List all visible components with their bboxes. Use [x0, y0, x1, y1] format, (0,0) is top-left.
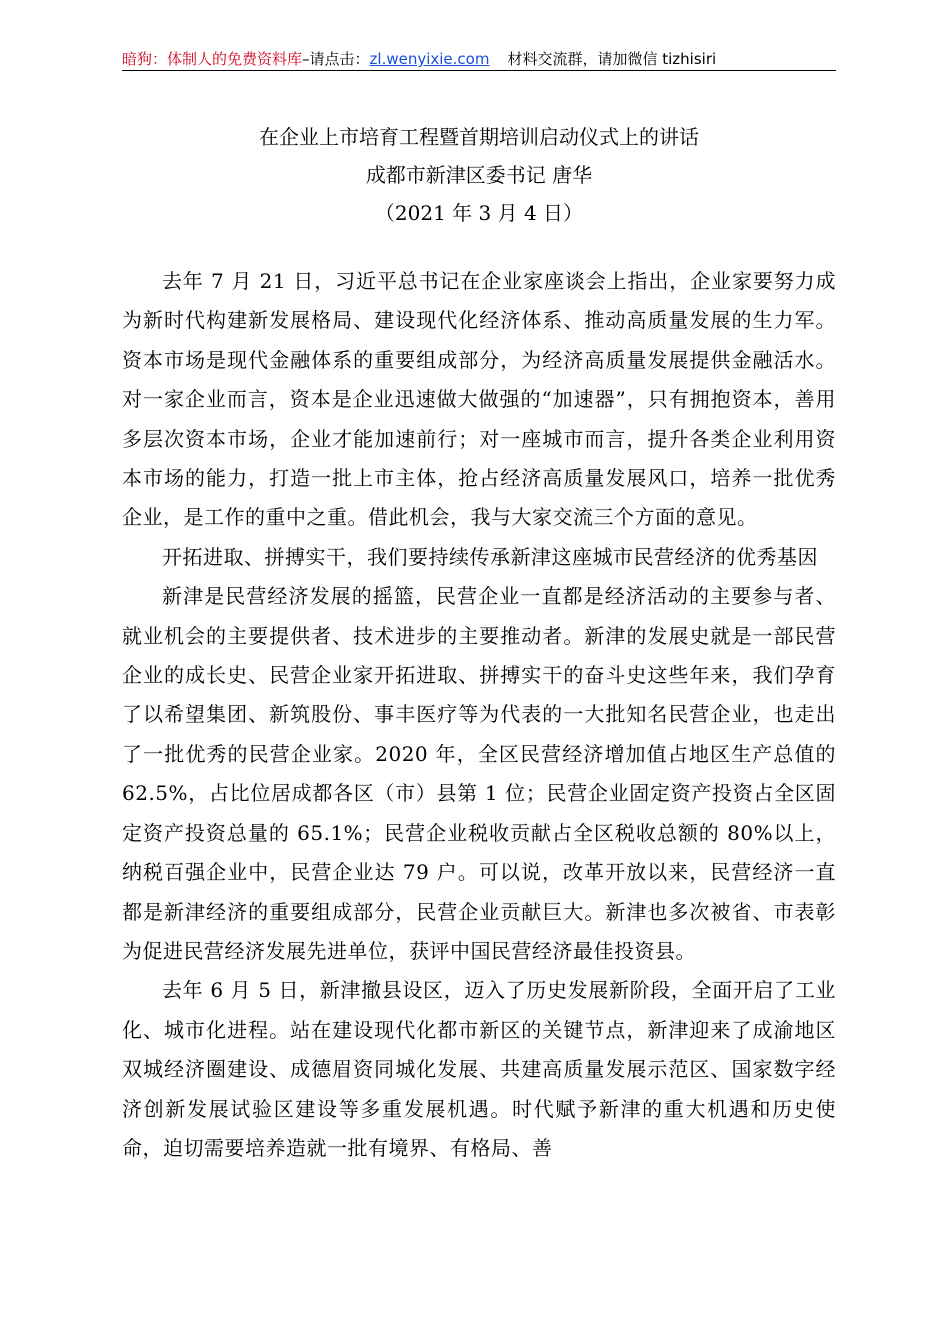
document-heading [122, 118, 836, 232]
header-divider [122, 70, 836, 71]
paragraph: 新津是民营经济发展的摇篮，民营企业一直都是经济活动的主要参与者、就业机会的主要提供者、技术进步的主要推动者。新津的发展史就是一部民营企业的成长史、民营企业家开拓进取、拼搏实干的奋斗史这些年来，我们孕育了以希望集团、新筑股份、事丰医疗等为代表的一大批知名民营企业，也走出了一批优秀的民营企业家。2020 年，全区民营经济增加值占地区生产总值的 62.5%，占比位居成都各区（市）县第 1 位；民营企业固定资产投资占全区固定资产投资总量的 65.1%；民营企业税收贡献占全区税收总额的 80%以上，纳税百强企业中，民营企业达 79 户。可以说，改革开放以来，民营经济一直都是新津经济的重要组成部分，民营企业贡献巨大。新津也多次被省、市表彰为促进民营经济发展先进单位，获评中国民营经济最佳投资县。 [122, 584, 836, 963]
contact-text: 材料交流群，请加微信 tizhisiri [507, 50, 717, 68]
click-prompt: –请点击： [302, 50, 370, 68]
site-link[interactable]: zl.wenyixie.com [369, 50, 490, 68]
document-body [122, 262, 836, 1168]
page-header [122, 46, 836, 72]
paragraph: 去年 7 月 21 日，习近平总书记在企业家座谈会上指出，企业家要努力成为新时代构建新发展格局、建设现代化经济体系、推动高质量发展的生力军。资本市场是现代金融体系的重要组成部分，为经济高质量发展提供金融活水。对一家企业而言，资本是企业迅速做大做强的“加速器”，只有拥抱资本，善用多层次资本市场，企业才能加速前行；对一座城市而言，提升各类企业利用资本市场的能力，打造一批上市主体，抢占经济高质量发展风口，培养一批优秀企业，是工作的重中之重。借此机会，我与大家交流三个方面的意见。 [122, 269, 836, 530]
section-heading: 开拓进取、拼搏实干，我们要持续传承新津这座城市民营经济的优秀基因 [162, 544, 818, 569]
document-title: 在企业上市培育工程暨首期培训启动仪式上的讲话 [259, 125, 699, 149]
document-date: （2021 年 3 月 4 日） [374, 201, 584, 225]
paragraph: 去年 6 月 5 日，新津撤县设区，迈入了历史发展新阶段，全面开启了工业化、城市化进程。站在建设现代化都市新区的关键节点，新津迎来了成渝地区双城经济圈建设、成德眉资同城化发展、共建高质量发展示范区、国家数字经济创新发展试验区建设等多重发展机遇。时代赋予新津的重大机遇和历史使命，迫切需要培养造就一批有境界、有格局、善 [122, 978, 836, 1160]
brand-text: 暗狗：体制人的免费资料库 [122, 50, 303, 68]
document-author: 成都市新津区委书记 唐华 [365, 163, 593, 187]
